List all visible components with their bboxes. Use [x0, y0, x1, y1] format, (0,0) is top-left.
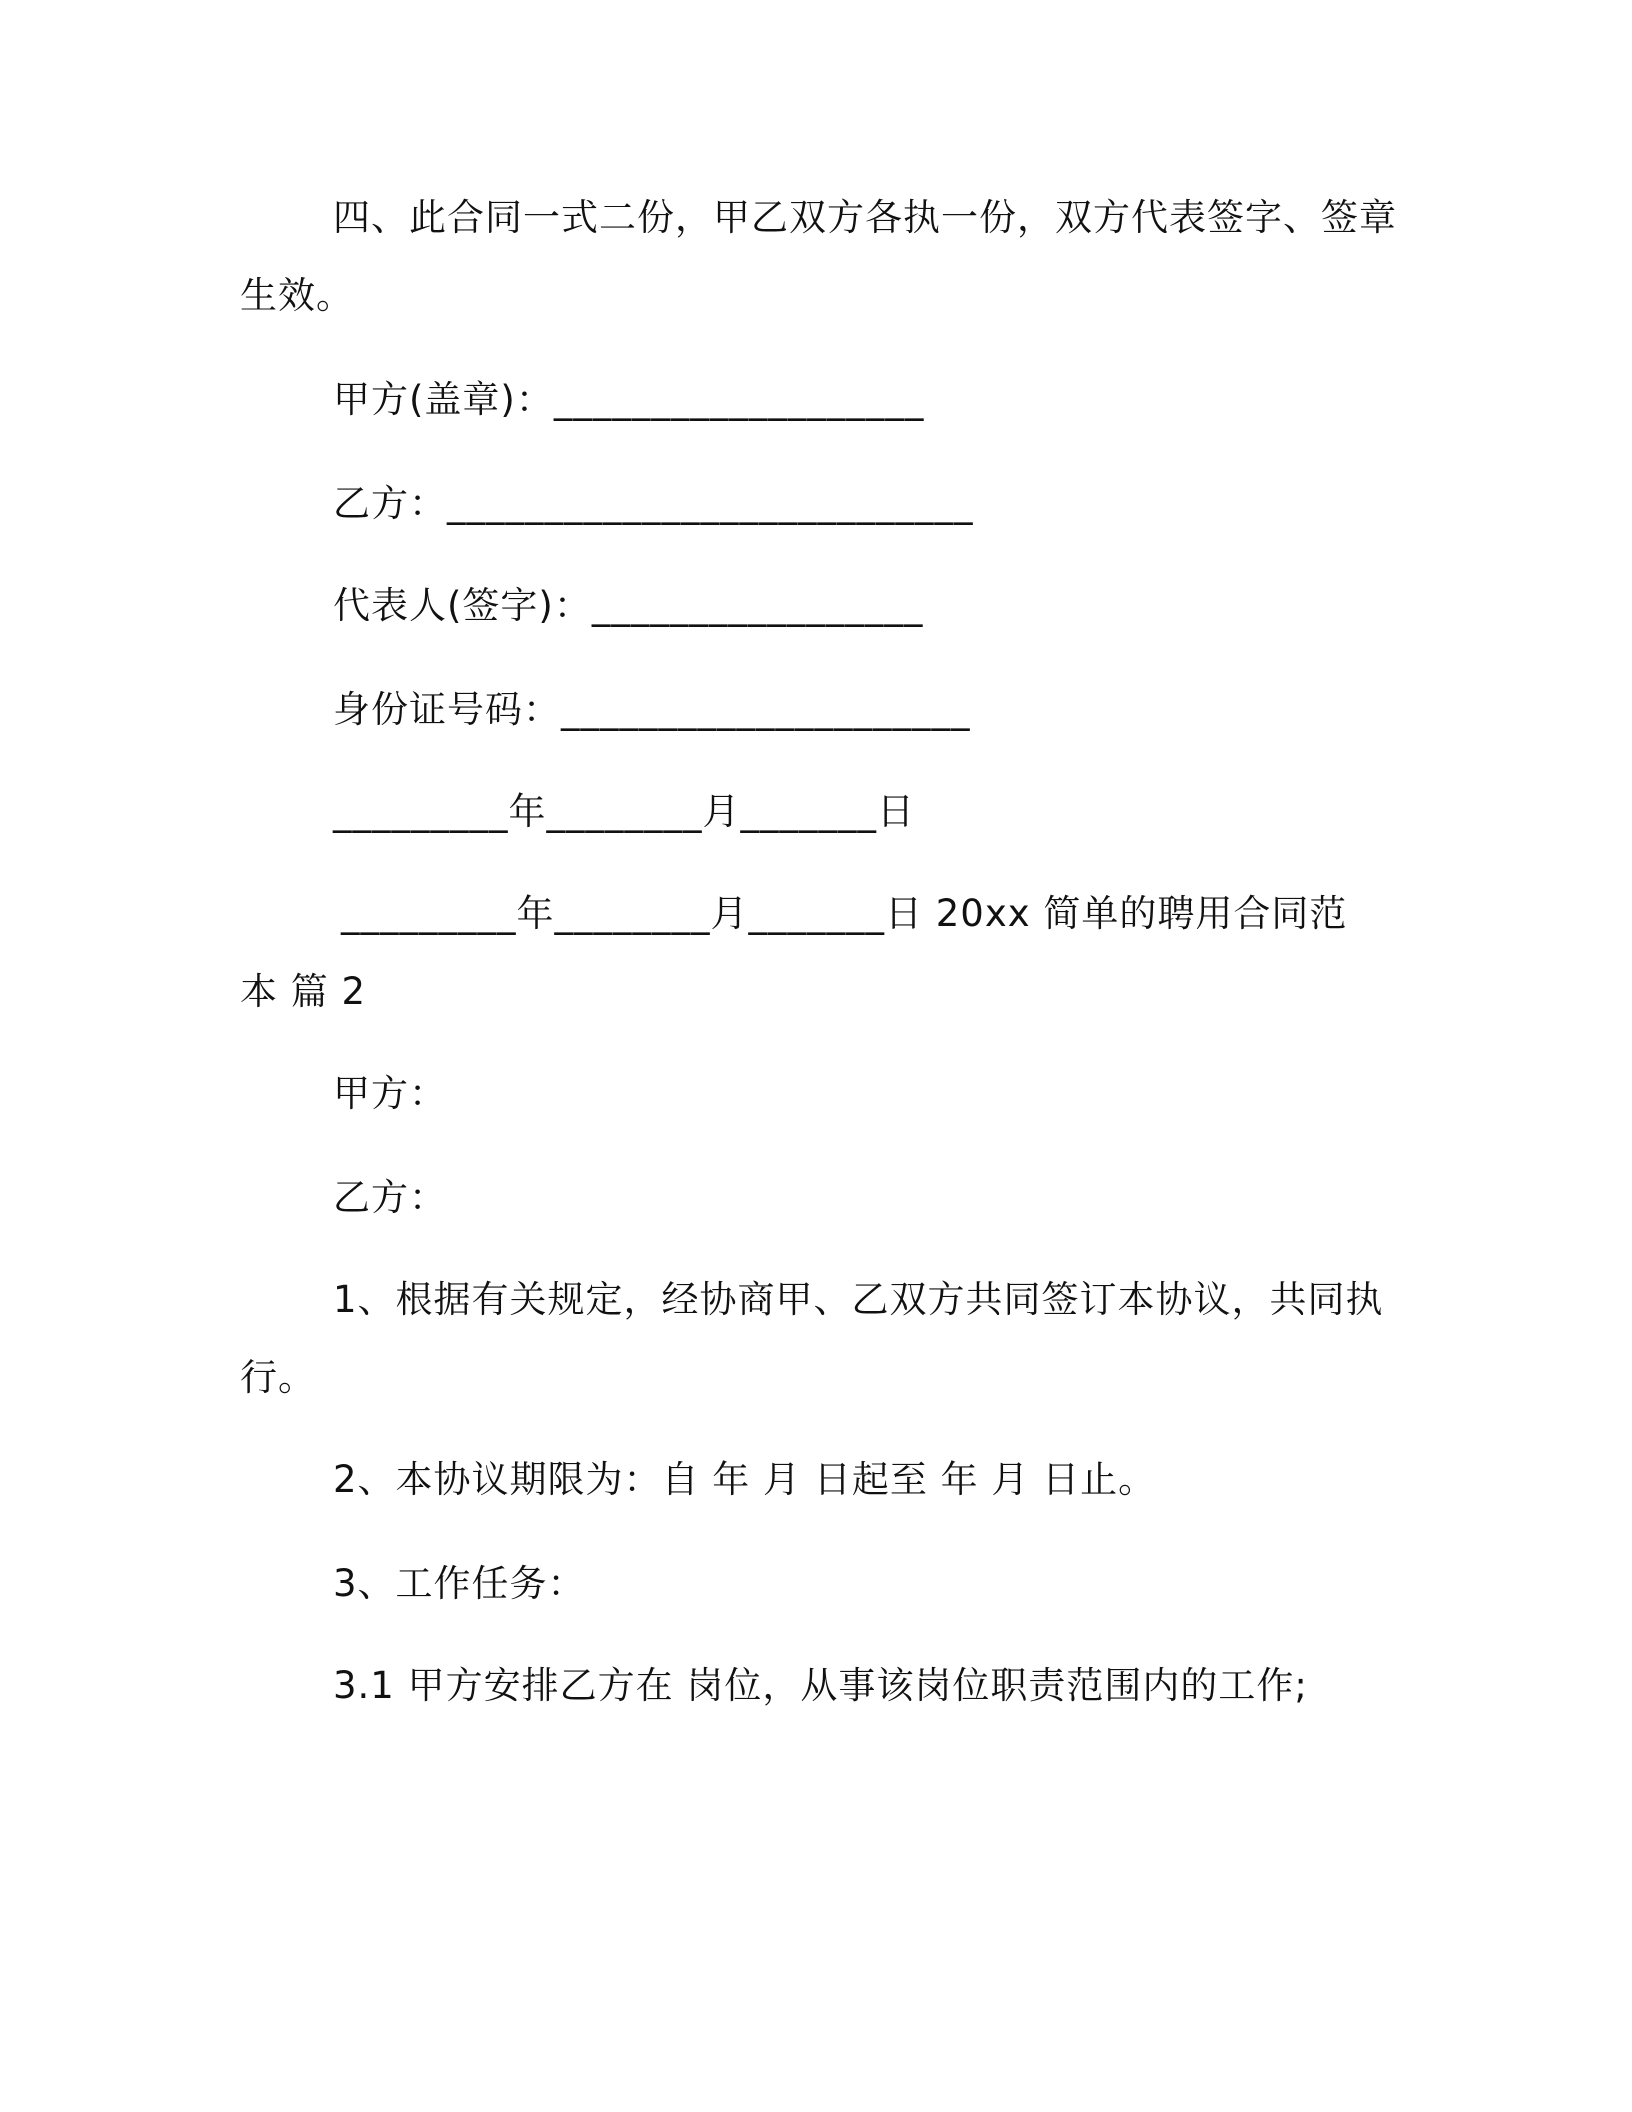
representative-signature-line: 代表人(签字)：_________________	[333, 584, 924, 627]
clause-2-line: 2、本协议期限为：自 年 月 日起至 年 月 日止。	[333, 1458, 1157, 1501]
party-a-seal-line: 甲方(盖章)：___________________	[333, 378, 925, 421]
clause-1-line-2: 行。	[240, 1356, 316, 1399]
party-a-label: 甲方：	[333, 1072, 447, 1115]
clause-3-1-line: 3.1 甲方安排乙方在 岗位，从事该岗位职责范围内的工作;	[333, 1664, 1308, 1707]
party-b-line: 乙方：___________________________	[333, 482, 974, 525]
clause-1-line-1: 1、根据有关规定，经协商甲、乙双方共同签订本协议，共同执	[333, 1278, 1384, 1321]
date-and-heading-line: _________年________月_______日 20xx 简单的聘用合同范	[341, 892, 1348, 935]
section-heading-part-2: 本 篇 2	[240, 970, 367, 1013]
date-line: _________年________月_______日	[333, 790, 915, 833]
id-number-line: 身份证号码：_____________________	[333, 688, 971, 731]
clause-3-heading: 3、工作任务：	[333, 1562, 586, 1605]
clause-4-line-1: 四、此合同一式二份，甲乙双方各执一份，双方代表签字、签章	[333, 196, 1397, 239]
clause-4-line-2: 生效。	[240, 274, 354, 317]
party-b-label: 乙方：	[333, 1176, 447, 1219]
